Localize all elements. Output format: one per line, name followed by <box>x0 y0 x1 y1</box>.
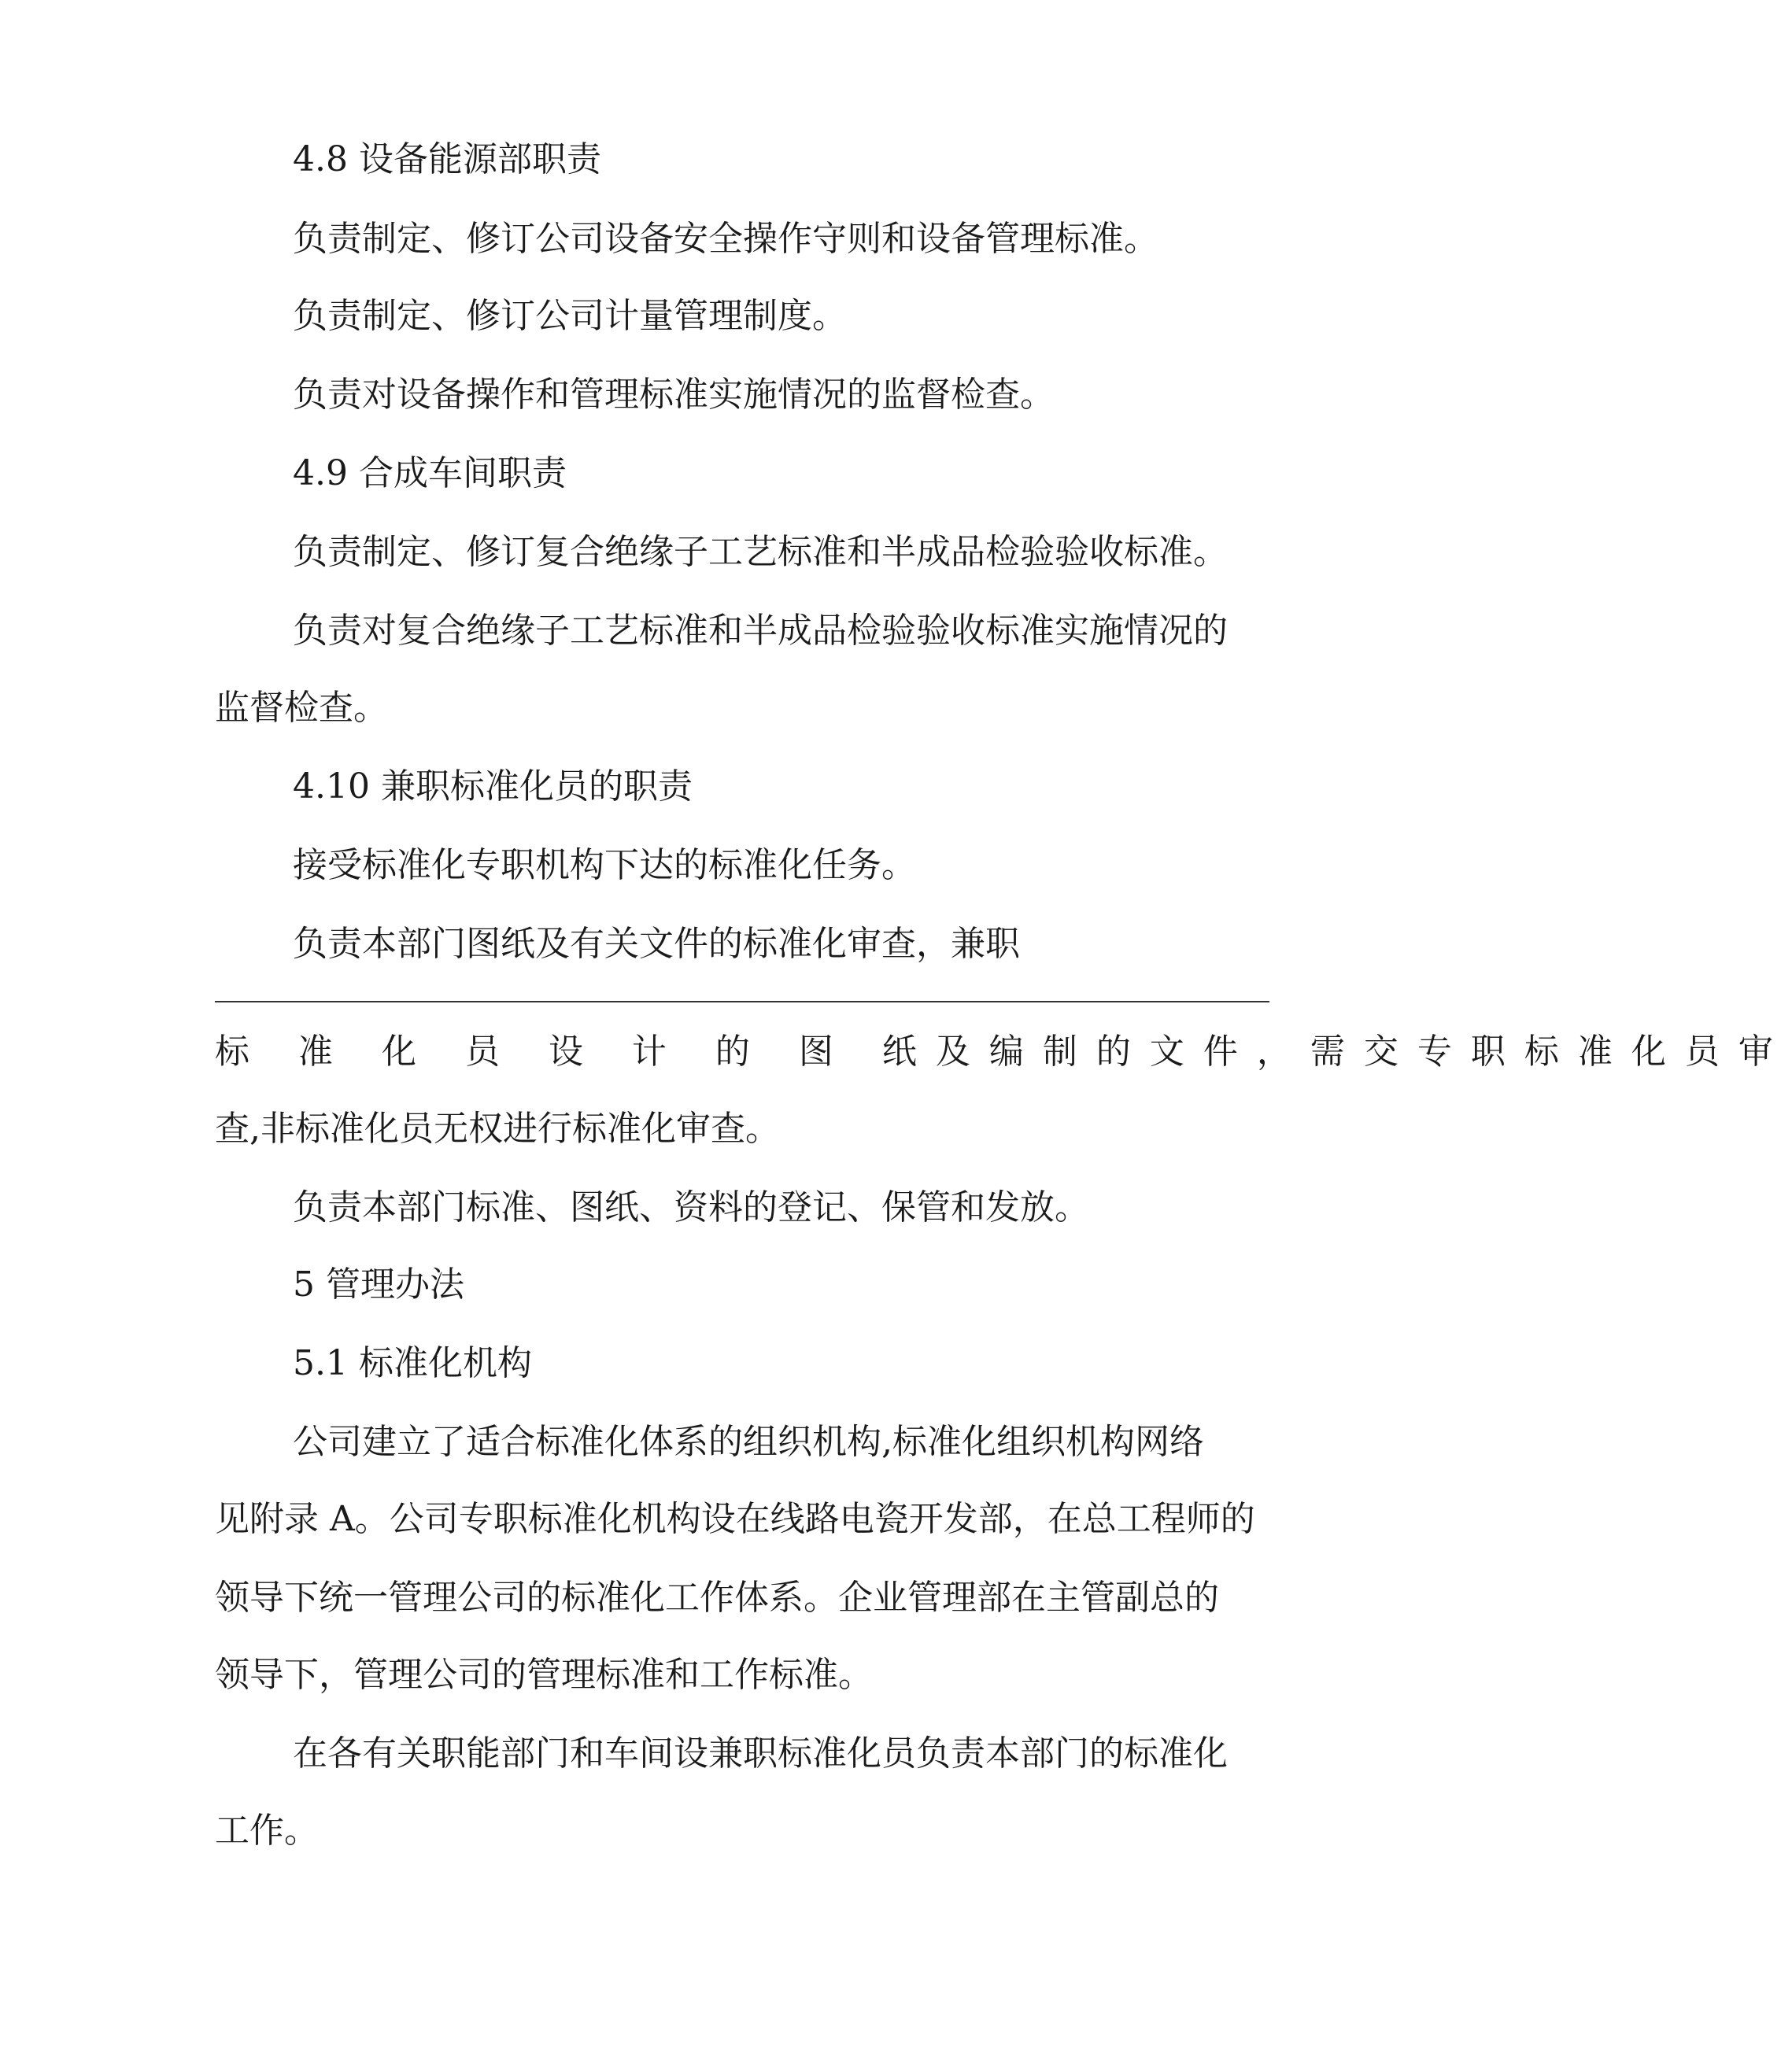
paragraph-line: 负责制定、修订公司设备安全操作守则和设备管理标准。 <box>293 219 1158 259</box>
paragraph-line: 负责对设备操作和管理标准实施情况的监督检查。 <box>293 375 1055 415</box>
paragraph-line: 在各有关职能部门和车间设兼职标准化员负责本部门的标准化 <box>293 1733 1228 1774</box>
section-heading-5: 5 管理办法 <box>293 1264 464 1305</box>
section-heading-4-9: 4.9 合成车间职责 <box>293 453 567 493</box>
paragraph-line: 领导下，管理公司的管理标准和工作标准。 <box>215 1655 873 1695</box>
paragraph-line: 负责对复合绝缘子工艺标准和半成品检验验收标准实施情况的 <box>293 611 1228 651</box>
paragraph-line: 负责制定、修订复合绝缘子工艺标准和半成品检验验收标准。 <box>293 532 1228 572</box>
paragraph-line: 领导下统一管理公司的标准化工作体系。企业管理部在主管副总的 <box>215 1578 1219 1618</box>
section-heading-4-8: 4.8 设备能源部职责 <box>293 139 601 179</box>
paragraph-line: 标 准 化 员 设 计 的 图 纸及编制的文件，需交专职标准化员审 <box>215 1032 1792 1072</box>
section-heading-4-10: 4.10 兼职标准化员的职责 <box>293 766 693 807</box>
paragraph-line: 工作。 <box>215 1811 319 1851</box>
paragraph-line: 监督检查。 <box>215 688 388 728</box>
paragraph-line: 查,非标准化员无权进行标准化审查。 <box>215 1109 780 1149</box>
paragraph-line: 负责本部门图纸及有关文件的标准化审查，兼职 <box>293 924 1020 964</box>
page-break-divider <box>215 1001 1269 1002</box>
section-heading-5-1: 5.1 标准化机构 <box>293 1343 532 1383</box>
paragraph-line: 接受标准化专职机构下达的标准化任务。 <box>293 845 916 885</box>
paragraph-line: 负责本部门标准、图纸、资料的登记、保管和发放。 <box>293 1187 1089 1227</box>
paragraph-line: 负责制定、修订公司计量管理制度。 <box>293 296 847 336</box>
paragraph-line: 见附录 A。公司专职标准化机构设在线路电瓷开发部，在总工程师的 <box>215 1499 1255 1539</box>
paragraph-line: 公司建立了适合标准化体系的组织机构,标准化组织机构网络 <box>293 1422 1204 1462</box>
